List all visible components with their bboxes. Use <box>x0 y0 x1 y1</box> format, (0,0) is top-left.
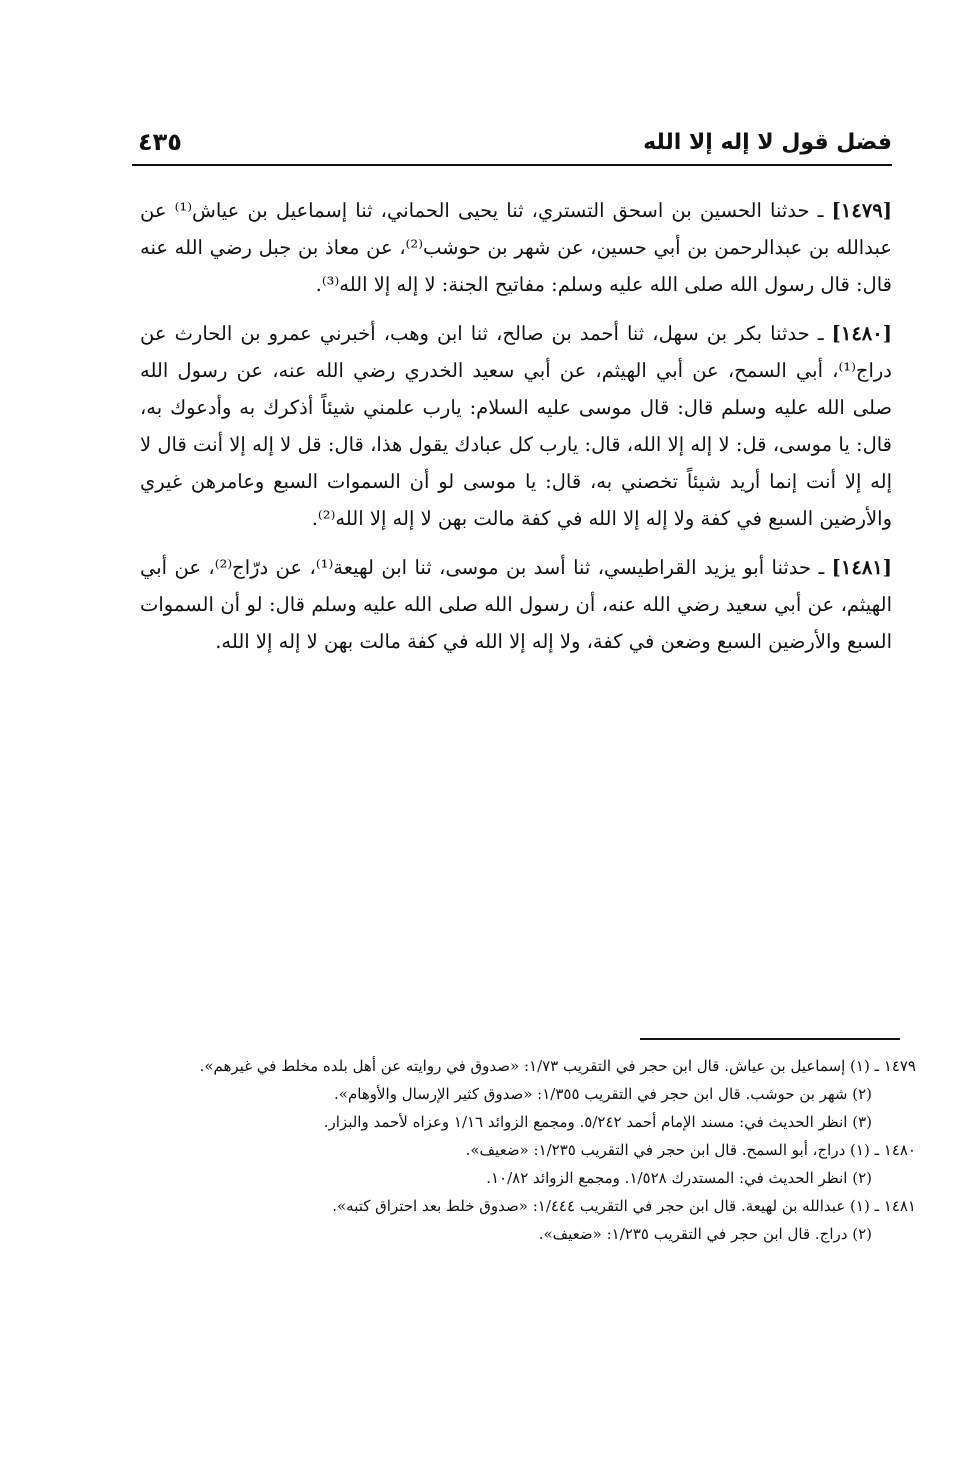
footnote-label: (٢) <box>852 1085 872 1103</box>
running-title: فضل قول لا إله إلا الله <box>643 130 892 155</box>
footnote <box>130 1164 916 1192</box>
footnote <box>130 1108 916 1136</box>
hadith-paragraph <box>140 192 892 303</box>
footnote-text: إسماعيل بن عياش. قال ابن حجر في التقريب ١/٧٣: «صدوق في روايته عن أهل بلده مخلط في غيرهم». <box>199 1057 851 1075</box>
footnote-label: (٣) <box>852 1113 872 1131</box>
footnote-text: شهر بن حوشب. قال ابن حجر في التقريب ١/٣٥٥: «صدوق كثير الإرسال والأوهام». <box>334 1085 853 1103</box>
hadith-number: [١٤٧٩] <box>831 199 892 222</box>
footnote <box>130 1220 916 1248</box>
footnote-text: دراج، أبو السمح. قال ابن حجر في التقريب ١/٢٣٥: «ضعيف». <box>465 1141 851 1159</box>
hadith-text: ـ حدثنا أبو يزيد القراطيسي، ثنا أسد بن موسى، ثنا ابن لهيعة⁽¹⁾، عن درّاج⁽²⁾، عن أبي الهيثم، عن أبي سعيد رضي الله عنه، أن رسول الله صلى الله عليه وسلم قال: لو أن السموات السبع والأرضين السبع وضعن في كفة، ولا إله إلا الله في كفة مالت بهن لا إله إلا الله. <box>140 556 892 653</box>
footnote-label: (٢) <box>852 1169 872 1187</box>
footnote-text: انظر الحديث في: مسند الإمام أحمد ٥/٢٤٢. ومجمع الزوائد ١/١٦ وعزاه لأحمد والبزار. <box>323 1113 853 1131</box>
footnote <box>130 1136 916 1164</box>
footnote-text: عبدالله بن لهيعة. قال ابن حجر في التقريب ١/٤٤٤: «صدوق خلط بعد احتراق كتبه». <box>332 1197 851 1215</box>
footnote <box>130 1080 916 1108</box>
footnote <box>130 1052 916 1080</box>
footnote-divider <box>640 1038 900 1040</box>
footnotes <box>130 1052 916 1248</box>
hadith-number: [١٤٨٠] <box>831 322 892 345</box>
footnote-label: ١٤٧٩ ـ (١) <box>850 1057 916 1075</box>
page-number: ٤٣٥ <box>138 128 182 156</box>
hadith-paragraph <box>140 549 892 660</box>
footnote <box>130 1192 916 1220</box>
footnote-label: ١٤٨١ ـ (١) <box>850 1197 916 1215</box>
footnote-text: دراج. قال ابن حجر في التقريب ١/٢٣٥: «ضعيف». <box>538 1225 853 1243</box>
page-header <box>132 124 892 166</box>
main-text <box>140 192 892 672</box>
hadith-paragraph <box>140 315 892 537</box>
hadith-text: ـ حدثنا الحسين بن اسحق التستري، ثنا يحيى الحماني، ثنا إسماعيل بن عياش⁽¹⁾ عن عبدالله بن عبدالرحمن بن أبي حسين، عن شهر بن حوشب⁽²⁾، عن معاذ بن جبل رضي الله عنه قال: قال رسول الله صلى الله عليه وسلم: مفاتيح الجنة: لا إله إلا الله⁽³⁾. <box>140 199 892 296</box>
hadith-number: [١٤٨١] <box>831 556 893 579</box>
footnote-text: انظر الحديث في: المستدرك ١/٥٢٨. ومجمع الزوائد ١٠/٨٢. <box>486 1169 853 1187</box>
footnote-label: ١٤٨٠ ـ (١) <box>850 1141 916 1159</box>
hadith-text: ـ حدثنا بكر بن سهل، ثنا أحمد بن صالح، ثنا ابن وهب، أخبرني عمرو بن الحارث عن دراج⁽¹⁾، أبي السمح، عن أبي الهيثم، عن أبي سعيد الخدري رضي الله عنه، عن رسول الله صلى الله عليه وسلم قال: قال موسى عليه السلام: يارب علمني شيئاً أذكرك به وأدعوك به، قال: يا موسى، قل: لا إله إلا الله، قال: يارب كل عبادك يقول هذا، قال: قل لا إله إلا أنت قال لا إله إلا أنت إنما أريد شيئاً تخصني به، قال: يا موسى لو أن السموات السبع وعامرهن غيري والأرضين السبع في كفة ولا إله إلا الله في كفة مالت بهن لا إله إلا الله⁽²⁾. <box>140 322 892 530</box>
footnote-label: (٢) <box>852 1225 872 1243</box>
